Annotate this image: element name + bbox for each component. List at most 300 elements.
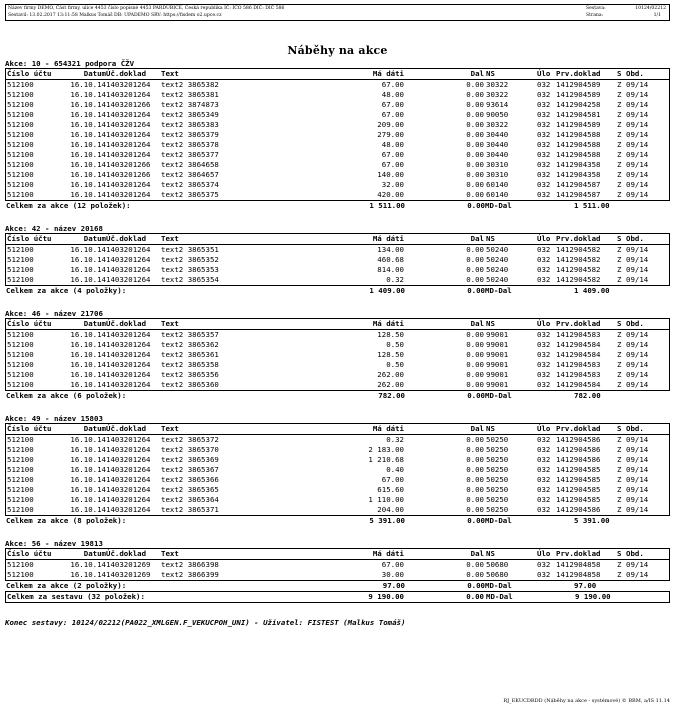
cell-s: Z: [617, 475, 622, 484]
cell-dal: 0.00: [466, 485, 484, 494]
section-summary-row: [5, 516, 670, 526]
cell-ulo: 032: [537, 495, 551, 504]
cell-text: text2 3865352: [161, 255, 219, 264]
summary-amount: 1 409.00: [369, 286, 405, 295]
cell-doc: 1403201266: [106, 170, 151, 179]
table-header-row: [6, 234, 669, 245]
cell-date: 16.10.14: [70, 435, 106, 444]
summary-amount: 5 391.00: [369, 516, 405, 525]
cell-doc: 1403201264: [106, 80, 151, 89]
column-header-doc: Úč.doklad: [106, 424, 147, 433]
table-row: [6, 455, 669, 465]
cell-ulo: 032: [537, 150, 551, 159]
section-summary-row: [5, 581, 670, 591]
cell-doc: 1403201264: [106, 275, 151, 284]
cell-date: 16.10.14: [70, 80, 106, 89]
table-header-row: [6, 319, 669, 330]
cell-dal: 0.00: [466, 150, 484, 159]
cell-obd: 09/14: [626, 160, 649, 169]
cell-doc: 1403201264: [106, 255, 151, 264]
cell-s: Z: [617, 360, 622, 369]
summary-total: 1 409.00: [574, 286, 610, 295]
cell-date: 16.10.14: [70, 340, 106, 349]
section-table: [5, 318, 670, 391]
summary-dal: 0.00: [467, 516, 485, 525]
cell-prv: 1412904587: [556, 190, 601, 199]
cell-s: Z: [617, 455, 622, 464]
section-summary-row: [5, 201, 670, 211]
column-header-ulo: Úlo: [537, 549, 551, 558]
cell-prv: 1412904589: [556, 80, 601, 89]
cell-acct: 512100: [7, 100, 34, 109]
column-header-ulo: Úlo: [537, 319, 551, 328]
cell-ns: 93614: [486, 100, 509, 109]
cell-ulo: 032: [537, 570, 551, 579]
cell-text: text2 3865370: [161, 445, 219, 454]
cell-text: text2 3865362: [161, 340, 219, 349]
table-header-row: [6, 424, 669, 435]
cell-acct: 512100: [7, 495, 34, 504]
cell-ulo: 032: [537, 140, 551, 149]
cell-madati: 67.00: [381, 110, 404, 119]
column-header-ns: NS: [486, 234, 495, 243]
cell-doc: 1403201264: [106, 505, 151, 514]
cell-text: text2 3864657: [161, 170, 219, 179]
cell-date: 16.10.14: [70, 100, 106, 109]
cell-ns: 50240: [486, 255, 509, 264]
column-header-acct: Číslo účtu: [7, 319, 52, 328]
cell-prv: 1412904589: [556, 120, 601, 129]
cell-prv: 1412904258: [556, 100, 601, 109]
cell-text: text2 3865372: [161, 435, 219, 444]
cell-dal: 0.00: [466, 265, 484, 274]
cell-doc: 1403201264: [106, 140, 151, 149]
cell-text: text2 3865378: [161, 140, 219, 149]
cell-prv: 1412904584: [556, 340, 601, 349]
cell-text: text2 3866398: [161, 560, 219, 569]
cell-obd: 09/14: [626, 275, 649, 284]
cell-s: Z: [617, 255, 622, 264]
column-header-ns: NS: [486, 319, 495, 328]
cell-doc: 1403201264: [106, 120, 151, 129]
cell-obd: 09/14: [626, 110, 649, 119]
column-header-s: S: [617, 69, 622, 78]
summary-dal: 0.00: [467, 286, 485, 295]
cell-madati: 140.00: [377, 170, 404, 179]
cell-text: text2 3865371: [161, 505, 219, 514]
cell-text: text2 3874873: [161, 100, 219, 109]
cell-ulo: 032: [537, 330, 551, 339]
column-header-prv: Prv.doklad: [556, 549, 601, 558]
cell-doc: 1403201264: [106, 350, 151, 359]
cell-madati: 279.00: [377, 130, 404, 139]
cell-ns: 50240: [486, 265, 509, 274]
column-header-madati: Má dáti: [372, 319, 404, 328]
cell-text: text2 3865379: [161, 130, 219, 139]
section-table: [5, 68, 670, 201]
cell-ulo: 032: [537, 370, 551, 379]
cell-s: Z: [617, 170, 622, 179]
cell-madati: 814.00: [377, 265, 404, 274]
column-header-dal: Dal: [470, 319, 484, 328]
cell-s: Z: [617, 370, 622, 379]
cell-s: Z: [617, 505, 622, 514]
cell-madati: 0.50: [386, 340, 404, 349]
cell-obd: 09/14: [626, 80, 649, 89]
summary-label: Celkem za akce (8 položek):: [6, 516, 127, 525]
cell-madati: 134.00: [377, 245, 404, 254]
cell-doc: 1403201264: [106, 465, 151, 474]
column-header-text: Text: [161, 424, 179, 433]
table-row: [6, 380, 669, 390]
summary-total: 97.00: [574, 581, 597, 590]
cell-obd: 09/14: [626, 180, 649, 189]
summary-amount: 782.00: [378, 391, 405, 400]
cell-dal: 0.00: [466, 170, 484, 179]
cell-prv: 1412904583: [556, 330, 601, 339]
grand-total-row: [5, 591, 670, 603]
cell-madati: 460.68: [377, 255, 404, 264]
action-section: [5, 539, 670, 591]
cell-doc: 1403201266: [106, 160, 151, 169]
cell-doc: 1403201264: [106, 485, 151, 494]
cell-acct: 512100: [7, 170, 34, 179]
column-header-dal: Dal: [470, 234, 484, 243]
cell-ulo: 032: [537, 475, 551, 484]
cell-acct: 512100: [7, 120, 34, 129]
cell-ns: 50250: [486, 465, 509, 474]
section-title: Akce: 46 - název 21706: [5, 309, 103, 318]
cell-acct: 512100: [7, 465, 34, 474]
cell-doc: 1403201264: [106, 475, 151, 484]
cell-dal: 0.00: [466, 570, 484, 579]
cell-dal: 0.00: [466, 245, 484, 254]
cell-prv: 1412904586: [556, 505, 601, 514]
cell-ulo: 032: [537, 465, 551, 474]
cell-obd: 09/14: [626, 90, 649, 99]
cell-date: 16.10.14: [70, 560, 106, 569]
summary-dal: 0.00: [467, 581, 485, 590]
cell-date: 16.10.14: [70, 475, 106, 484]
cell-doc: 1403201264: [106, 190, 151, 199]
cell-s: Z: [617, 130, 622, 139]
cell-obd: 09/14: [626, 560, 649, 569]
cell-date: 16.10.14: [70, 140, 106, 149]
cell-s: Z: [617, 380, 622, 389]
cell-text: text2 3865383: [161, 120, 219, 129]
cell-date: 16.10.14: [70, 275, 106, 284]
section-title: Akce: 56 - název 19813: [5, 539, 103, 548]
table-row: [6, 190, 669, 200]
cell-date: 16.10.14: [70, 455, 106, 464]
cell-obd: 09/14: [626, 370, 649, 379]
author-line: Sestavil: 13.02.2017 13:11:58 Malkus Tomáš DB: UPADEMO SRV: https://fisdem o2.upce.cz: [8, 13, 222, 18]
cell-prv: 1412904583: [556, 370, 601, 379]
cell-text: text2 3865354: [161, 275, 219, 284]
table-row: [6, 330, 669, 340]
cell-acct: 512100: [7, 455, 34, 464]
cell-dal: 0.00: [466, 505, 484, 514]
cell-prv: 1412904585: [556, 475, 601, 484]
cell-obd: 09/14: [626, 330, 649, 339]
column-header-text: Text: [161, 69, 179, 78]
cell-ulo: 032: [537, 80, 551, 89]
cell-madati: 30.00: [381, 570, 404, 579]
cell-ulo: 032: [537, 110, 551, 119]
cell-doc: 1403201264: [106, 340, 151, 349]
column-header-obd: Obd.: [626, 234, 644, 243]
report-title: Náběhy na akce: [287, 44, 388, 57]
cell-doc: 1403201264: [106, 360, 151, 369]
column-header-madati: Má dáti: [372, 549, 404, 558]
table-row: [6, 170, 669, 180]
table-row: [6, 475, 669, 485]
cell-text: text2 3865365: [161, 485, 219, 494]
column-header-prv: Prv.doklad: [556, 69, 601, 78]
cell-ulo: 032: [537, 485, 551, 494]
column-header-date: Datum: [83, 549, 106, 558]
cell-prv: 1412904581: [556, 110, 601, 119]
cell-doc: 1403201266: [106, 100, 151, 109]
cell-ns: 50250: [486, 435, 509, 444]
cell-ns: 99001: [486, 380, 509, 389]
cell-madati: 1 110.00: [368, 495, 404, 504]
cell-prv: 1412904858: [556, 560, 601, 569]
table-row: [6, 560, 669, 570]
cell-ns: 30440: [486, 140, 509, 149]
cell-ns: 60140: [486, 190, 509, 199]
cell-ulo: 032: [537, 435, 551, 444]
cell-obd: 09/14: [626, 190, 649, 199]
cell-dal: 0.00: [466, 360, 484, 369]
cell-acct: 512100: [7, 150, 34, 159]
cell-obd: 09/14: [626, 570, 649, 579]
table-row: [6, 110, 669, 120]
cell-date: 16.10.14: [70, 465, 106, 474]
column-header-doc: Úč.doklad: [106, 319, 147, 328]
column-header-obd: Obd.: [626, 69, 644, 78]
cell-madati: 1 210.68: [368, 455, 404, 464]
cell-prv: 1412904588: [556, 140, 601, 149]
summary-dal: 0.00: [467, 201, 485, 210]
cell-madati: 67.00: [381, 100, 404, 109]
cell-obd: 09/14: [626, 360, 649, 369]
column-header-ns: NS: [486, 69, 495, 78]
cell-dal: 0.00: [466, 370, 484, 379]
cell-ulo: 032: [537, 340, 551, 349]
cell-dal: 0.00: [466, 130, 484, 139]
cell-s: Z: [617, 445, 622, 454]
cell-obd: 09/14: [626, 150, 649, 159]
table-row: [6, 360, 669, 370]
cell-dal: 0.00: [466, 330, 484, 339]
cell-madati: 67.00: [381, 80, 404, 89]
report-footer-right: RJ_EKUCDRDD (Náběhy na akce - systémové) © BBM, a/IS 11.14: [503, 698, 670, 704]
grand-total-total: 9 190.00: [575, 592, 611, 601]
column-header-text: Text: [161, 319, 179, 328]
cell-ns: 50240: [486, 245, 509, 254]
section-table: [5, 233, 670, 286]
cell-doc: 1403201264: [106, 455, 151, 464]
cell-ns: 30322: [486, 90, 509, 99]
table-row: [6, 130, 669, 140]
cell-date: 16.10.14: [70, 90, 106, 99]
column-header-text: Text: [161, 234, 179, 243]
cell-madati: 67.00: [381, 160, 404, 169]
cell-madati: 615.60: [377, 485, 404, 494]
cell-doc: 1403201264: [106, 495, 151, 504]
cell-text: text2 3865381: [161, 90, 219, 99]
cell-dal: 0.00: [466, 160, 484, 169]
cell-ulo: 032: [537, 130, 551, 139]
cell-acct: 512100: [7, 245, 34, 254]
cell-dal: 0.00: [466, 140, 484, 149]
table-row: [6, 570, 669, 580]
cell-ns: 50250: [486, 505, 509, 514]
table-header-row: [6, 549, 669, 560]
column-header-ns: NS: [486, 549, 495, 558]
summary-amount: 97.00: [382, 581, 405, 590]
table-row: [6, 495, 669, 505]
cell-madati: 262.00: [377, 380, 404, 389]
cell-date: 16.10.14: [70, 380, 106, 389]
cell-text: text2 3865377: [161, 150, 219, 159]
cell-acct: 512100: [7, 475, 34, 484]
cell-prv: 1412904586: [556, 455, 601, 464]
cell-ns: 50250: [486, 455, 509, 464]
cell-doc: 1403201264: [106, 380, 151, 389]
cell-madati: 204.00: [377, 505, 404, 514]
cell-acct: 512100: [7, 340, 34, 349]
cell-text: text2 3865349: [161, 110, 219, 119]
table-row: [6, 160, 669, 170]
cell-acct: 512100: [7, 265, 34, 274]
cell-dal: 0.00: [466, 475, 484, 484]
company-line: Název firmy DEMO, Část firmy, ulice 4453 číslo popisné 4453 PARDUBICE, Česká republika IČ: IČO 586 DIČ: DIČ 586: [8, 6, 285, 11]
cell-s: Z: [617, 100, 622, 109]
cell-dal: 0.00: [466, 495, 484, 504]
column-header-date: Datum: [83, 234, 106, 243]
cell-prv: 1412904589: [556, 90, 601, 99]
summary-md: MD-Dal: [485, 581, 512, 590]
table-row: [6, 140, 669, 150]
cell-obd: 09/14: [626, 130, 649, 139]
cell-s: Z: [617, 435, 622, 444]
column-header-obd: Obd.: [626, 424, 644, 433]
cell-ns: 30440: [486, 130, 509, 139]
cell-obd: 09/14: [626, 485, 649, 494]
cell-doc: 1403201264: [106, 265, 151, 274]
summary-label: Celkem za akce (6 položek):: [6, 391, 127, 400]
cell-prv: 1412904587: [556, 180, 601, 189]
table-row: [6, 120, 669, 130]
cell-prv: 1412904585: [556, 495, 601, 504]
cell-obd: 09/14: [626, 350, 649, 359]
cell-doc: 1403201269: [106, 560, 151, 569]
cell-prv: 1412904582: [556, 275, 601, 284]
cell-ns: 50250: [486, 495, 509, 504]
cell-obd: 09/14: [626, 465, 649, 474]
cell-text: text2 3865353: [161, 265, 219, 274]
cell-acct: 512100: [7, 90, 34, 99]
cell-acct: 512100: [7, 140, 34, 149]
cell-ulo: 032: [537, 360, 551, 369]
grand-total-md: MD-Dal: [486, 592, 513, 601]
cell-ns: 99001: [486, 340, 509, 349]
cell-s: Z: [617, 90, 622, 99]
table-row: [6, 445, 669, 455]
column-header-date: Datum: [83, 319, 106, 328]
cell-ulo: 032: [537, 380, 551, 389]
cell-doc: 1403201264: [106, 445, 151, 454]
cell-acct: 512100: [7, 505, 34, 514]
cell-obd: 09/14: [626, 435, 649, 444]
column-header-s: S: [617, 319, 622, 328]
cell-date: 16.10.14: [70, 130, 106, 139]
cell-text: text2 3865382: [161, 80, 219, 89]
cell-dal: 0.00: [466, 80, 484, 89]
cell-s: Z: [617, 150, 622, 159]
section-table: [5, 423, 670, 516]
cell-ulo: 032: [537, 180, 551, 189]
cell-ulo: 032: [537, 275, 551, 284]
column-header-ulo: Úlo: [537, 234, 551, 243]
summary-dal: 0.00: [467, 391, 485, 400]
column-header-madati: Má dáti: [372, 234, 404, 243]
grand-total-amount: 9 190.00: [368, 592, 404, 601]
cell-date: 16.10.14: [70, 505, 106, 514]
cell-acct: 512100: [7, 180, 34, 189]
column-header-s: S: [617, 424, 622, 433]
table-row: [6, 245, 669, 255]
cell-obd: 09/14: [626, 170, 649, 179]
cell-prv: 1412904585: [556, 465, 601, 474]
cell-s: Z: [617, 350, 622, 359]
cell-acct: 512100: [7, 80, 34, 89]
action-section: [5, 224, 670, 296]
column-header-madati: Má dáti: [372, 69, 404, 78]
cell-madati: 420.00: [377, 190, 404, 199]
summary-md: MD-Dal: [485, 516, 512, 525]
cell-madati: 0.32: [386, 435, 404, 444]
cell-s: Z: [617, 560, 622, 569]
cell-madati: 0.32: [386, 275, 404, 284]
table-header-row: [6, 69, 669, 80]
cell-text: text2 3865369: [161, 455, 219, 464]
cell-date: 16.10.14: [70, 265, 106, 274]
table-row: [6, 255, 669, 265]
cell-dal: 0.00: [466, 560, 484, 569]
cell-obd: 09/14: [626, 100, 649, 109]
action-section: [5, 309, 670, 401]
column-header-dal: Dal: [470, 549, 484, 558]
cell-ns: 30310: [486, 170, 509, 179]
summary-md: MD-Dal: [485, 391, 512, 400]
cell-dal: 0.00: [466, 465, 484, 474]
action-section: [5, 59, 670, 211]
report-body: [5, 59, 670, 591]
cell-prv: 1412904586: [556, 445, 601, 454]
cell-dal: 0.00: [466, 340, 484, 349]
cell-ns: 60140: [486, 180, 509, 189]
cell-text: text2 3865356: [161, 370, 219, 379]
cell-acct: 512100: [7, 330, 34, 339]
table-row: [6, 275, 669, 285]
cell-dal: 0.00: [466, 445, 484, 454]
column-header-ulo: Úlo: [537, 424, 551, 433]
cell-text: text2 3865361: [161, 350, 219, 359]
column-header-dal: Dal: [470, 424, 484, 433]
